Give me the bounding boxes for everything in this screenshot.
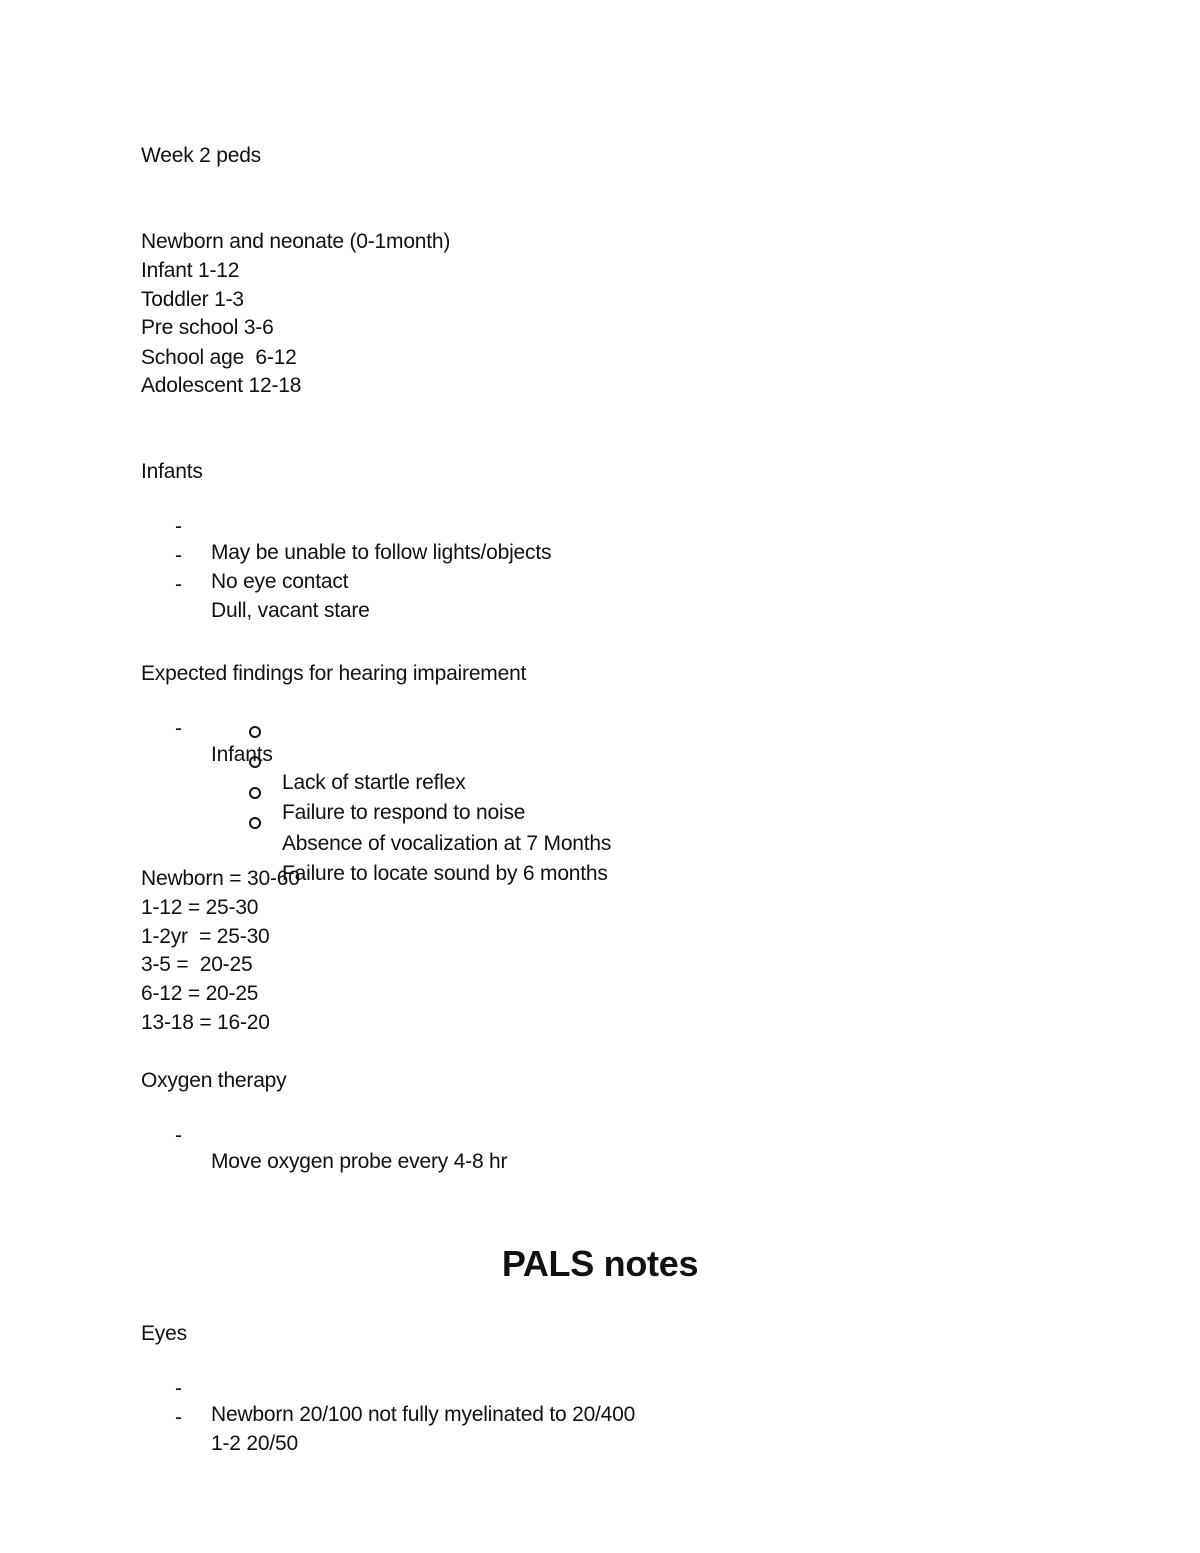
hearing-heading: Expected findings for hearing impairement [141,662,527,685]
document-title: Week 2 peds [141,144,261,167]
age-group-line: Infant 1-12 [141,259,240,282]
rate-line: 1-2yr = 25-30 [141,925,270,948]
dash-bullet: - [175,544,182,567]
dash-bullet: - [175,1377,182,1400]
eyes-heading: Eyes [141,1322,187,1345]
dash-bullet: - [175,717,182,740]
bullet-text: No eye contact [211,570,349,593]
circle-bullet-icon [249,787,261,799]
sub-bullet-text: Absence of vocalization at 7 Months [282,832,612,855]
sub-bullet-text: Lack of startle reflex [282,771,466,794]
rate-line: 13-18 = 16-20 [141,1011,270,1034]
sub-bullet-text: Failure to locate sound by 6 months [282,862,608,885]
bullet-text: Newborn 20/100 not fully myelinated to 20/400 [211,1403,636,1426]
pals-heading: PALS notes [501,1243,699,1284]
bullet-text: Dull, vacant stare [211,599,370,622]
bullet-text: Infants [211,743,273,766]
oxygen-heading: Oxygen therapy [141,1069,287,1092]
list-item [0,690,1200,766]
bullet-text: 1-2 20/50 [211,1432,298,1455]
age-group-line: Toddler 1-3 [141,288,244,311]
dash-bullet: - [175,1124,182,1147]
dash-bullet: - [175,573,182,596]
list-item [0,1097,1200,1173]
age-group-line: School age 6-12 [141,346,297,369]
list-item [0,488,1200,564]
rate-line: Newborn = 30-60 [141,867,300,890]
age-group-line: Pre school 3-6 [141,316,274,339]
rate-line: 6-12 = 20-25 [141,982,259,1005]
list-item [0,1350,1200,1426]
rate-line: 3-5 = 20-25 [141,953,253,976]
bullet-text: May be unable to follow lights/objects [211,541,552,564]
circle-bullet-icon [249,726,261,738]
dash-bullet: - [175,1406,182,1429]
rate-line: 1-12 = 25-30 [141,896,259,919]
circle-bullet-icon [249,756,261,768]
sub-bullet-text: Failure to respond to noise [282,801,526,824]
circle-bullet-icon [249,817,261,829]
dash-bullet: - [175,515,182,538]
infants-heading: Infants [141,460,203,483]
bullet-text: Move oxygen probe every 4-8 hr [211,1150,508,1173]
age-group-line: Newborn and neonate (0-1month) [141,230,451,253]
age-group-line: Adolescent 12-18 [141,374,302,397]
